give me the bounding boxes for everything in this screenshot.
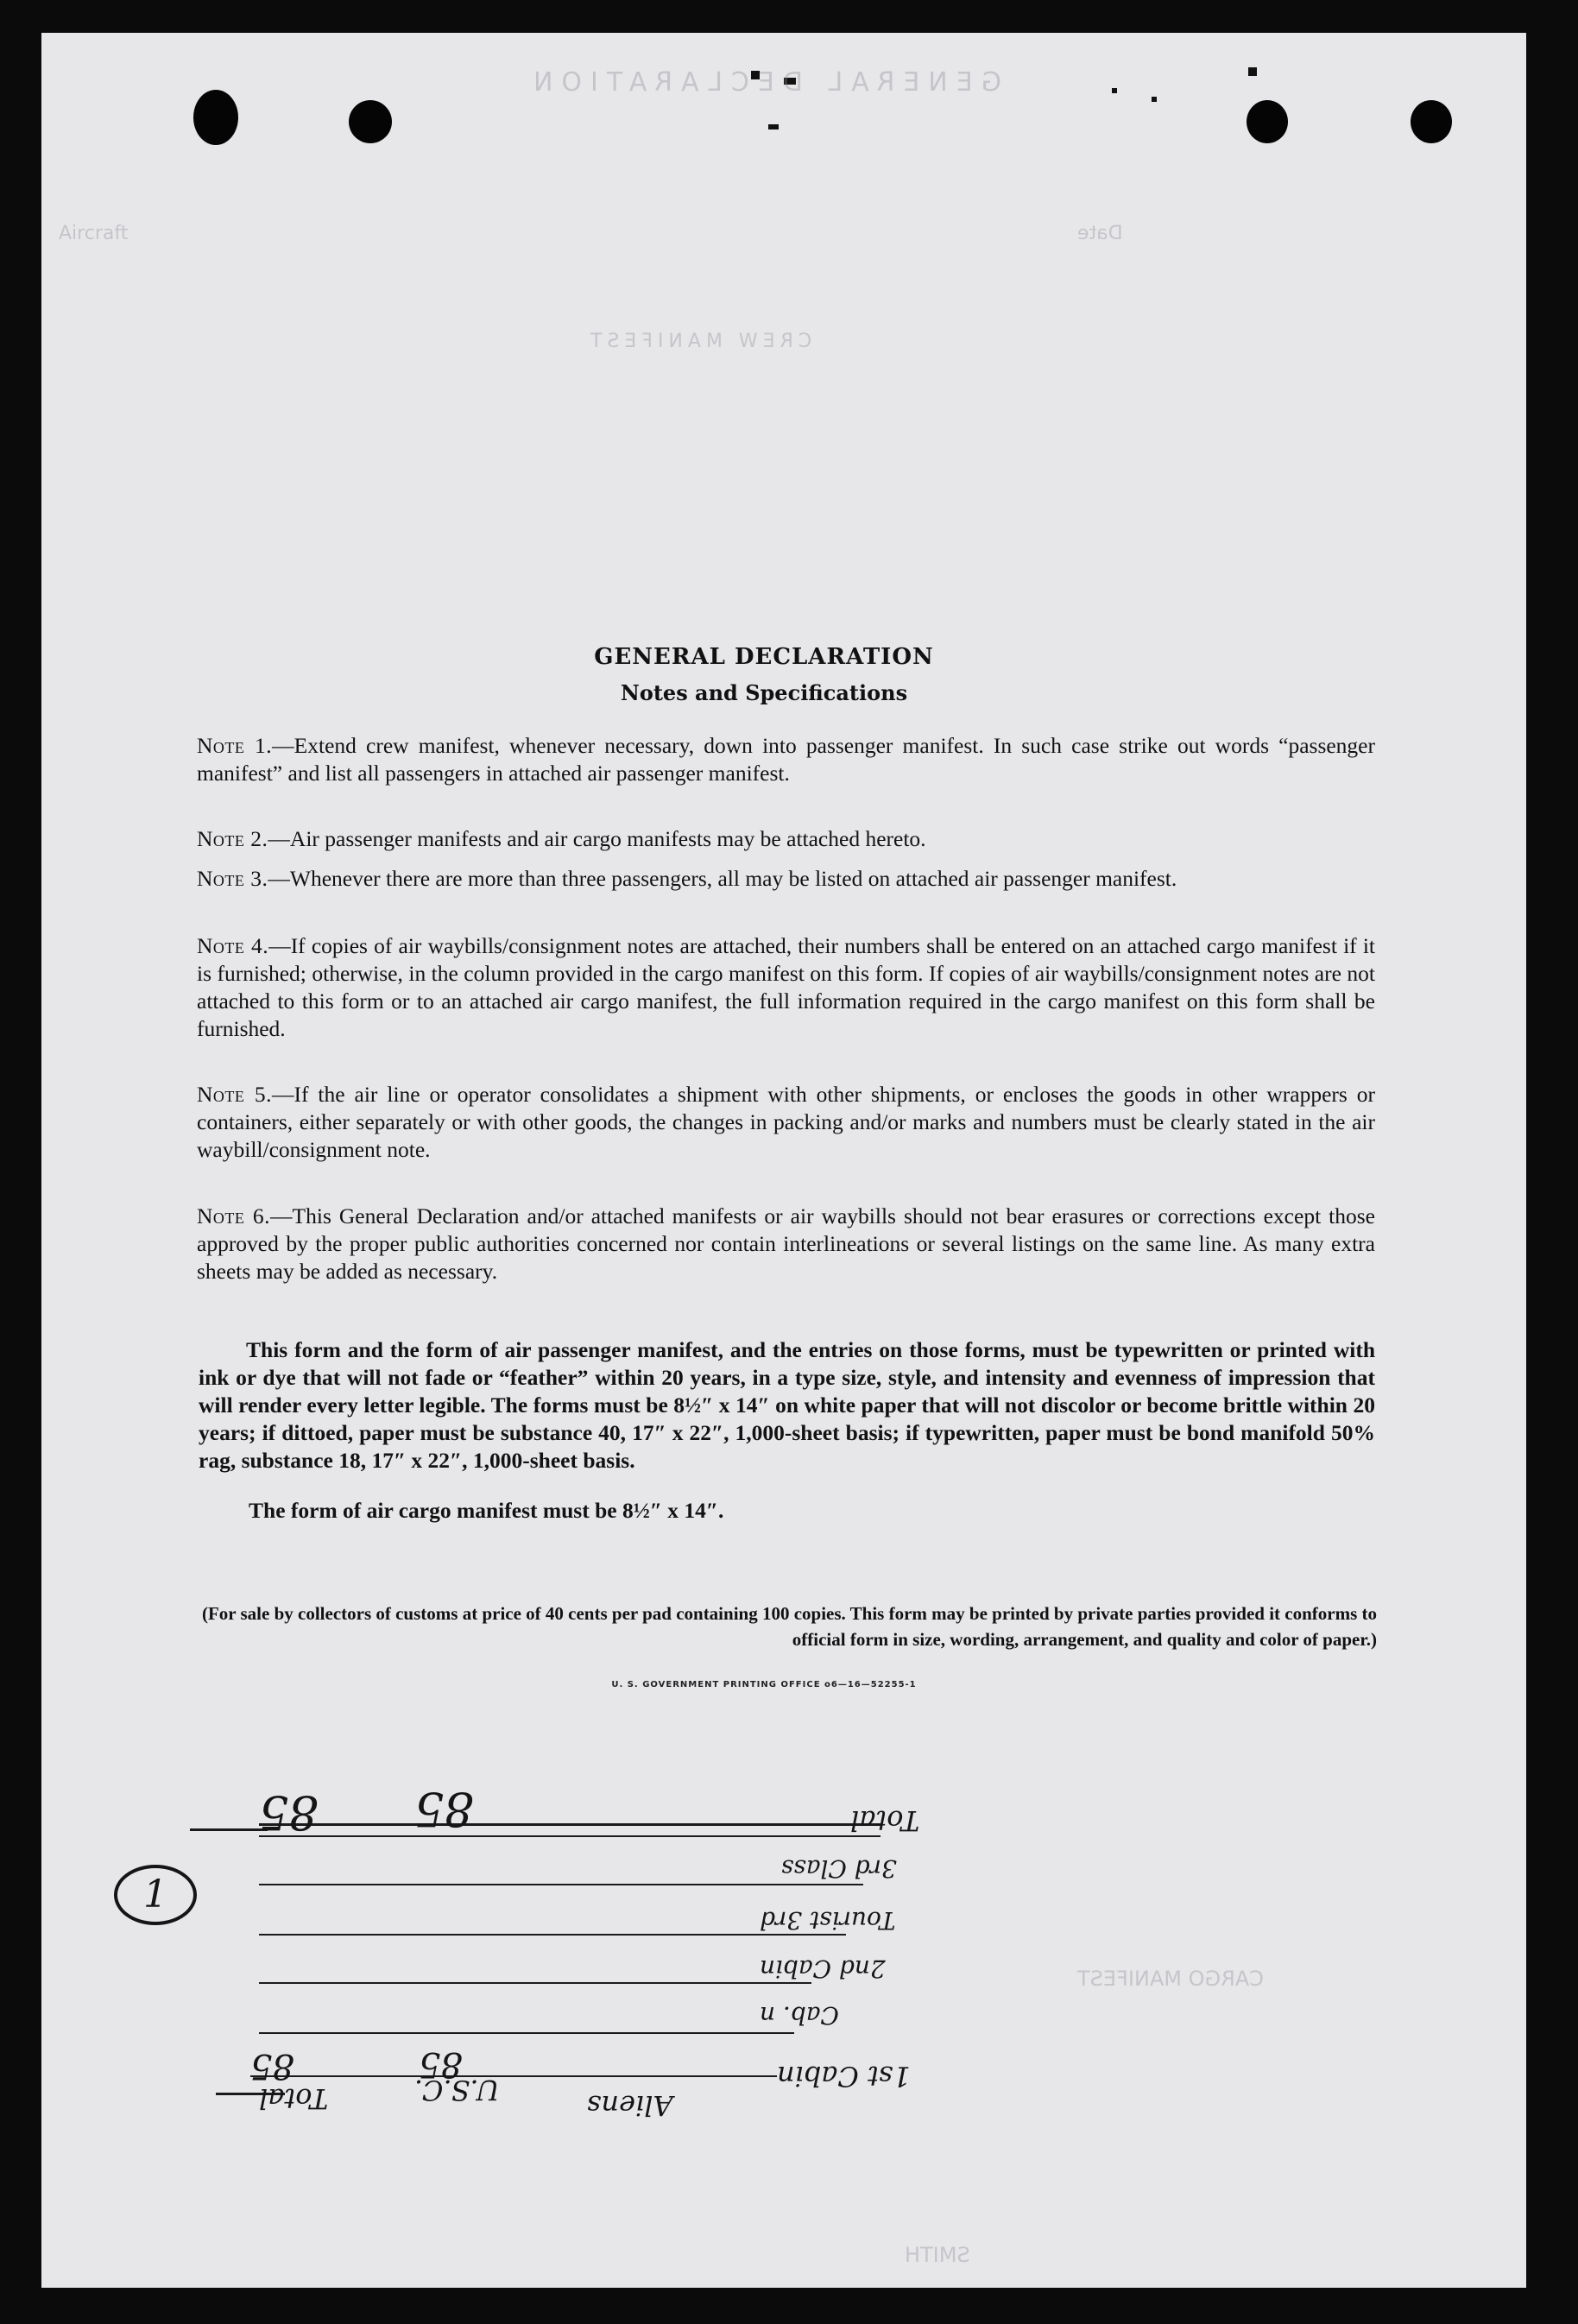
handwritten-col-aliens: Aliens [587, 2089, 673, 2122]
note-label: Note 4. [197, 933, 269, 958]
note-label: Note 5. [197, 1082, 272, 1107]
handwritten-row-cabin: Cab. n [760, 2001, 839, 2030]
handwritten-col-total: Total [259, 2082, 329, 2115]
note-text: —Whenever there are more than three passengers, all may be listed on attached air passenger manifest. [268, 866, 1177, 891]
note-text: —If the air line or operator consolidates a shipment with other shipments, or encloses the goods in other wrappers or containers, either separately or with other goods, the changes in packing and/or marks and numbers must be clearly stated in the air waybill/consignment note. [197, 1082, 1375, 1162]
document-title: GENERAL DECLARATION [594, 644, 934, 670]
document-subtitle: Notes and Specifications [620, 680, 908, 705]
handwritten-col-usc: U.S.C. [414, 2074, 500, 2106]
handwritten-row-tourist-3rd: Tourist 3rd [760, 1906, 896, 1935]
note-1 [197, 732, 1375, 787]
paper-specification-paragraph: This form and the form of air passenger manifest, and the entries on those forms, must be typewritten or printed with ink or dye that will not fade or “feather” within 20 years, in a type size, style, and intensity and evenness of impression that will render every letter legible. The forms must be 8½″ x 14″ on white paper that will not discolor or become brittle within 20 years; if dittoed, paper must be substance 40, 17″ x 22″, 1,000-sheet basis; if typewritten, paper must be bond manifold 50% rag, substance 18, 17″ x 22″, 1,000-sheet basis. [199, 1337, 1375, 1473]
punch-hole-center [349, 100, 392, 143]
circled-number [114, 1865, 197, 1925]
note-label: Note 3. [197, 866, 268, 891]
note-label: Note 6. [197, 1203, 271, 1228]
note-text: —This General Declaration and/or attached manifests or air waybills should not bear erasures or corrections except those approved by the proper public authorities concerned nor contain interlineations or several listings on the same line. As many extra sheets may be added as necessary. [197, 1203, 1375, 1284]
note-5 [197, 1081, 1375, 1164]
note-label: Note 1. [197, 733, 273, 758]
sale-notice: (For sale by collectors of customs at price of 40 cents per pad containing 100 copies. This form may be printed by private parties provided it conforms to official form in size, wording, arrangement, and quality and color of paper.) [201, 1603, 1377, 1650]
handwritten-value: 85 [250, 2046, 294, 2086]
note-text: —Extend crew manifest, whenever necessary, down into passenger manifest. In such case strike out words “passenger manifest” and list all passengers in attached air passenger manifest. [197, 733, 1375, 786]
handwritten-value: 85 [419, 2044, 463, 2084]
handwritten-row-2nd-cabin: 2nd Cabin [760, 1955, 886, 1983]
note-text: —Air passenger manifests and air cargo manifests may be attached hereto. [268, 826, 926, 851]
handwritten-row-1st-cabin: 1st Cabin [777, 2060, 911, 2093]
cargo-manifest-size-line: The form of air cargo manifest must be 8½″ x 14″. [249, 1498, 724, 1523]
note-3 [197, 865, 1375, 893]
note-6 [197, 1203, 1375, 1285]
note-label: Note 2. [197, 826, 268, 851]
handwritten-row-total: Total [850, 1804, 920, 1837]
punch-hole-far-right [1411, 100, 1452, 143]
punch-hole-left [193, 90, 238, 145]
printer-line: U. S. GOVERNMENT PRINTING OFFICE o6—16—52255-1 [611, 1680, 917, 1689]
note-2 [197, 825, 1375, 853]
handwritten-row-3rd-class: 3rd Class [781, 1854, 897, 1883]
circled-number-value: 1 [143, 1872, 167, 1917]
document-page: GENERAL DECLARATION Date Aircraft CREW MANIFEST CARGO MANIFEST SMITH [41, 33, 1526, 2288]
note-4 [197, 932, 1375, 1043]
handwritten-value: 85 [414, 1782, 474, 1836]
punch-hole-right [1247, 100, 1288, 143]
note-text: —If copies of air waybills/consignment notes are attached, their numbers shall be entered on an attached cargo manifest if it is furnished; otherwise, in the column provided in the cargo manifest on this form. If copies of air waybills/consignment notes are not attached to this form or to an attached air cargo manifest, the full information required in the cargo manifest on this form shall be furnished. [197, 933, 1375, 1041]
handwritten-value: 85 [259, 1785, 319, 1840]
